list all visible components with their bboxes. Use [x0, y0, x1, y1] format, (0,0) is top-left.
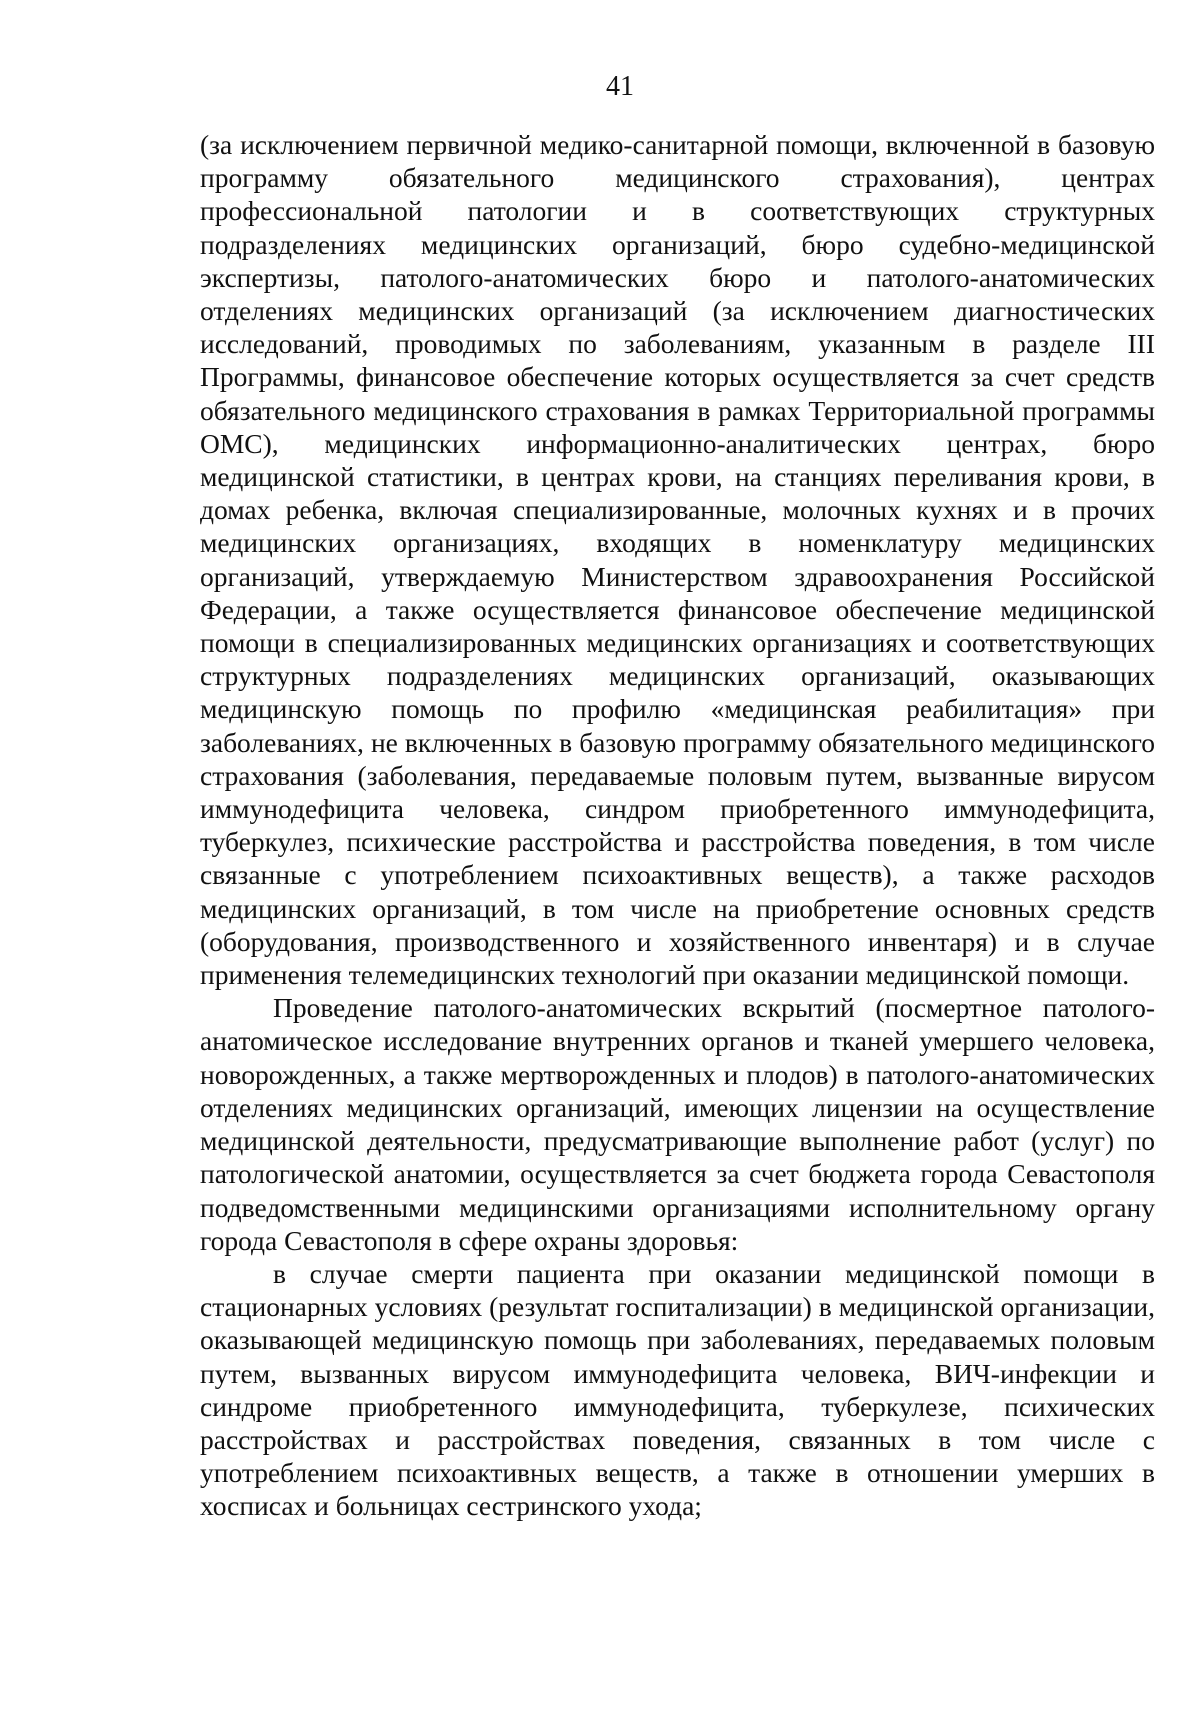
paragraph-death-case: в случае смерти пациента при оказании медицинской помощи в стационарных условиях (результат госпитализации) в медицинской организации, оказывающей медицинскую помощь при заболеваниях, передаваемых половым путем, вызванных вирусом иммунодефицита человека, ВИЧ-инфекции и синдроме приобретенного иммунодефицита, туберкулезе, психических расстройствах и расстройствах поведения, связанных в том числе с употреблением психоактивных веществ, а также в отношении умерших в хосписах и больницах сестринского ухода; [200, 1257, 1155, 1522]
paragraph-autopsy-funding: Проведение патолого-анатомических вскрытий (посмертное патолого-анатомическое исследование внутренних органов и тканей умершего человека, новорожденных, а также мертворожденных и плодов) в патолого-анатомических отделениях медицинских организаций, имеющих лицензии на осуществление медицинской деятельности, предусматривающие выполнение работ (услуг) по патологической анатомии, осуществляется за счет бюджета города Севастополя подведомственными медицинскими организациями исполнительному органу города Севастополя в сфере охраны здоровья: [200, 992, 1155, 1256]
document-body [200, 128, 1155, 1523]
paragraph-continuation: (за исключением первичной медико-санитарной помощи, включенной в базовую программу обязательного медицинского страхования), центрах профессиональной патологии и в соответствующих структурных подразделениях медицинских организаций, бюро судебно-медицинской экспертизы, патолого-анатомических бюро и патолого-анатомических отделениях медицинских организаций (за исключением диагностических исследований, проводимых по заболеваниям, указанным в разделе III Программы, финансовое обеспечение которых осуществляется за счет средств обязательного медицинского страхования в рамках Территориальной программы ОМС), медицинских информационно-аналитических центрах, бюро медицинской статистики, в центрах крови, на станциях переливания крови, в домах ребенка, включая специализированные, молочных кухнях и в прочих медицинских организациях, входящих в номенклатуру медицинских организаций, утверждаемую Министерством здравоохранения Российской Федерации, а также осуществляется финансовое обеспечение медицинской помощи в специализированных медицинских организациях и соответствующих структурных подразделениях медицинских организаций, оказывающих медицинскую помощь по профилю «медицинская реабилитация» при заболеваниях, не включенных в базовую программу обязательного медицинского страхования (заболевания, передаваемые половым путем, вызванные вирусом иммунодефицита человека, синдром приобретенного иммунодефицита, туберкулез, психические расстройства и расстройства поведения, в том числе связанные с употреблением психоактивных веществ), а также расходов медицинских организаций, в том числе на приобретение основных средств (оборудования, производственного и хозяйственного инвентаря) и в случае применения телемедицинских технологий при оказании медицинской помощи. [200, 129, 1155, 991]
page-number: 41 [606, 71, 634, 102]
